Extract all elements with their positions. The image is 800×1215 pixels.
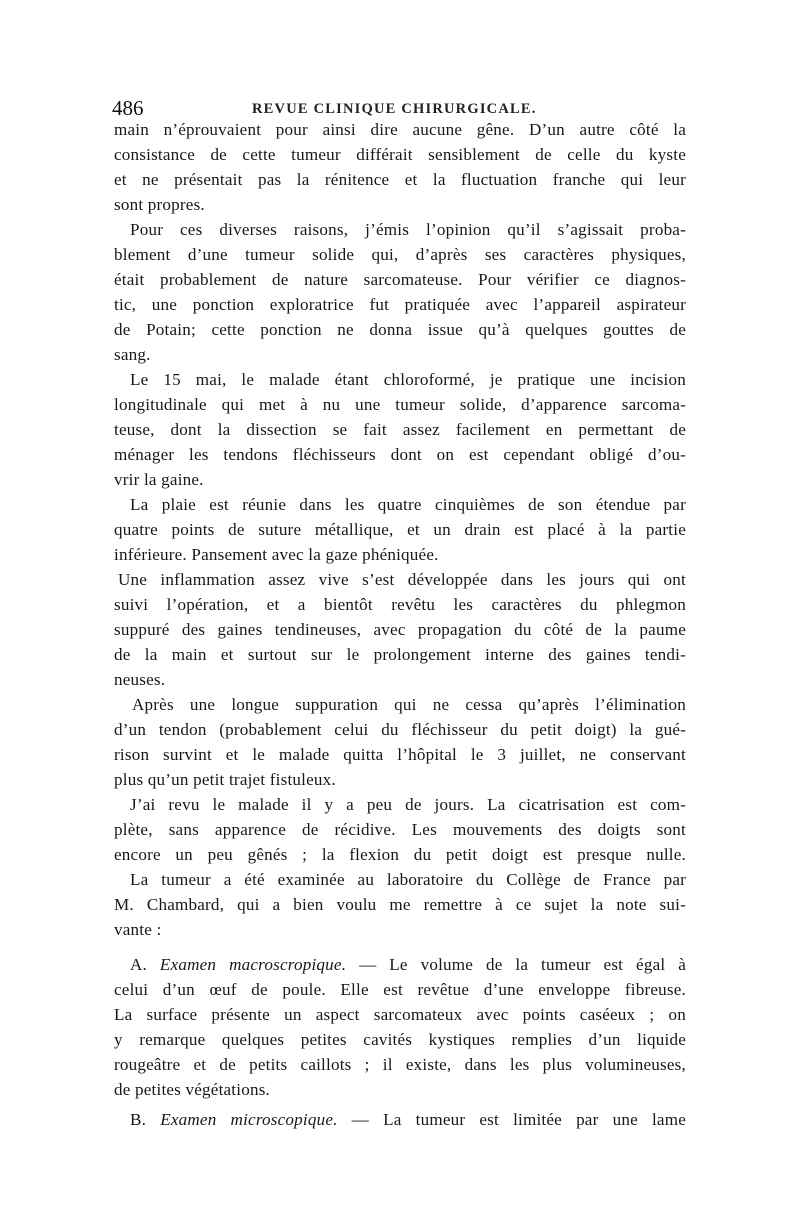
text-line: vrir la gaine.: [114, 470, 204, 489]
text-line: ménager les tendons fléchisseurs dont on est cependant obligé d’ou-: [114, 445, 686, 464]
text-line: Après une longue suppuration qui ne cessa qu’après l’élimination: [132, 695, 686, 714]
text-line-section-b: [130, 1109, 686, 1131]
text-line: suppuré des gaines tendineuses, avec propagation du côté de la paume: [114, 620, 686, 639]
text-line: J’ai revu le malade il y a peu de jours. La cicatrisation est com-: [130, 795, 686, 814]
text-line: et ne présentait pas la rénitence et la fluctuation franche qui leur: [114, 170, 686, 189]
text-line: encore un peu gênés ; la flexion du petit doigt est presque nulle.: [114, 845, 686, 864]
text-line: était probablement de nature sarcomateuse. Pour vérifier ce diagnos-: [114, 270, 686, 289]
text-line: vante :: [114, 920, 162, 939]
page-number: 486: [112, 96, 144, 120]
text-line: tic, une ponction exploratrice fut pratiquée avec l’appareil aspirateur: [114, 295, 686, 314]
text-line: La surface présente un aspect sarcomateux avec points caséeux ; on: [114, 1005, 686, 1024]
section-a-heading: Examen macroscropique.: [159, 955, 347, 974]
text-line: longitudinale qui met à nu une tumeur solide, d’apparence sarcoma-: [114, 395, 686, 414]
text-line: La plaie est réunie dans les quatre cinquièmes de son étendue par: [130, 495, 686, 514]
text-line: suivi l’opération, et a bientôt revêtu les caractères du phlegmon: [114, 595, 686, 614]
section-b-lead: B.: [130, 1110, 161, 1129]
text-line: de la main et surtout sur le prolongement interne des gaines tendi-: [114, 645, 686, 664]
text-line: quatre points de suture métallique, et un drain est placé à la partie: [114, 520, 686, 539]
text-line: blement d’une tumeur solide qui, d’après ses caractères physiques,: [114, 245, 686, 264]
text-line: plus qu’un petit trajet fistuleux.: [114, 770, 336, 789]
text-line-section-a: [130, 954, 686, 976]
section-a-rest: — Le volume de la tumeur est égal à: [346, 955, 686, 974]
running-title: REVUE CLINIQUE CHIRURGICALE.: [252, 101, 537, 117]
text-line: Le 15 mai, le malade étant chloroformé, je pratique une incision: [130, 370, 686, 389]
text-line: de petites végétations.: [114, 1080, 271, 1099]
text-line: Pour ces diverses raisons, j’émis l’opinion qu’il s’agissait proba-: [130, 220, 686, 239]
text-line: d’un tendon (probablement celui du fléchisseur du petit doigt) la gué-: [114, 720, 686, 739]
section-b-rest: — La tumeur est limitée par une lame: [337, 1110, 687, 1129]
text-line: Une inflammation assez vive s’est développée dans les jours qui ont: [118, 570, 686, 589]
text-line: plète, sans apparence de récidive. Les mouvements des doigts sont: [114, 820, 686, 839]
text-line: neuses.: [114, 670, 166, 689]
section-b-heading: Examen microscopique.: [160, 1110, 338, 1129]
text-line: M. Chambard, qui a bien voulu me remettre à ce sujet la note sui-: [114, 895, 686, 914]
text-line: rison survint et le malade quitta l’hôpital le 3 juillet, ne conservant: [114, 745, 686, 764]
text-line: rougeâtre et de petits caillots ; il existe, dans les plus volumineuses,: [114, 1055, 686, 1074]
text-line: y remarque quelques petites cavités kystiques remplies d’un liquide: [114, 1030, 686, 1049]
text-line: main n’éprouvaient pour ainsi dire aucune gêne. D’un autre côté la: [114, 120, 686, 139]
text-line: celui d’un œuf de poule. Elle est revêtue d’une enveloppe fibreuse.: [114, 980, 686, 999]
section-a-lead: A.: [130, 955, 160, 974]
text-line: teuse, dont la dissection se fait assez facilement en permettant de: [114, 420, 686, 439]
text-line: sont propres.: [114, 195, 205, 214]
text-line: sang.: [114, 345, 151, 364]
text-line: consistance de cette tumeur différait sensiblement de celle du kyste: [114, 145, 686, 164]
text-line: La tumeur a été examinée au laboratoire du Collège de France par: [130, 870, 686, 889]
text-line: de Potain; cette ponction ne donna issue qu’à quelques gouttes de: [114, 320, 686, 339]
text-line: inférieure. Pansement avec la gaze phéniquée.: [114, 545, 439, 564]
